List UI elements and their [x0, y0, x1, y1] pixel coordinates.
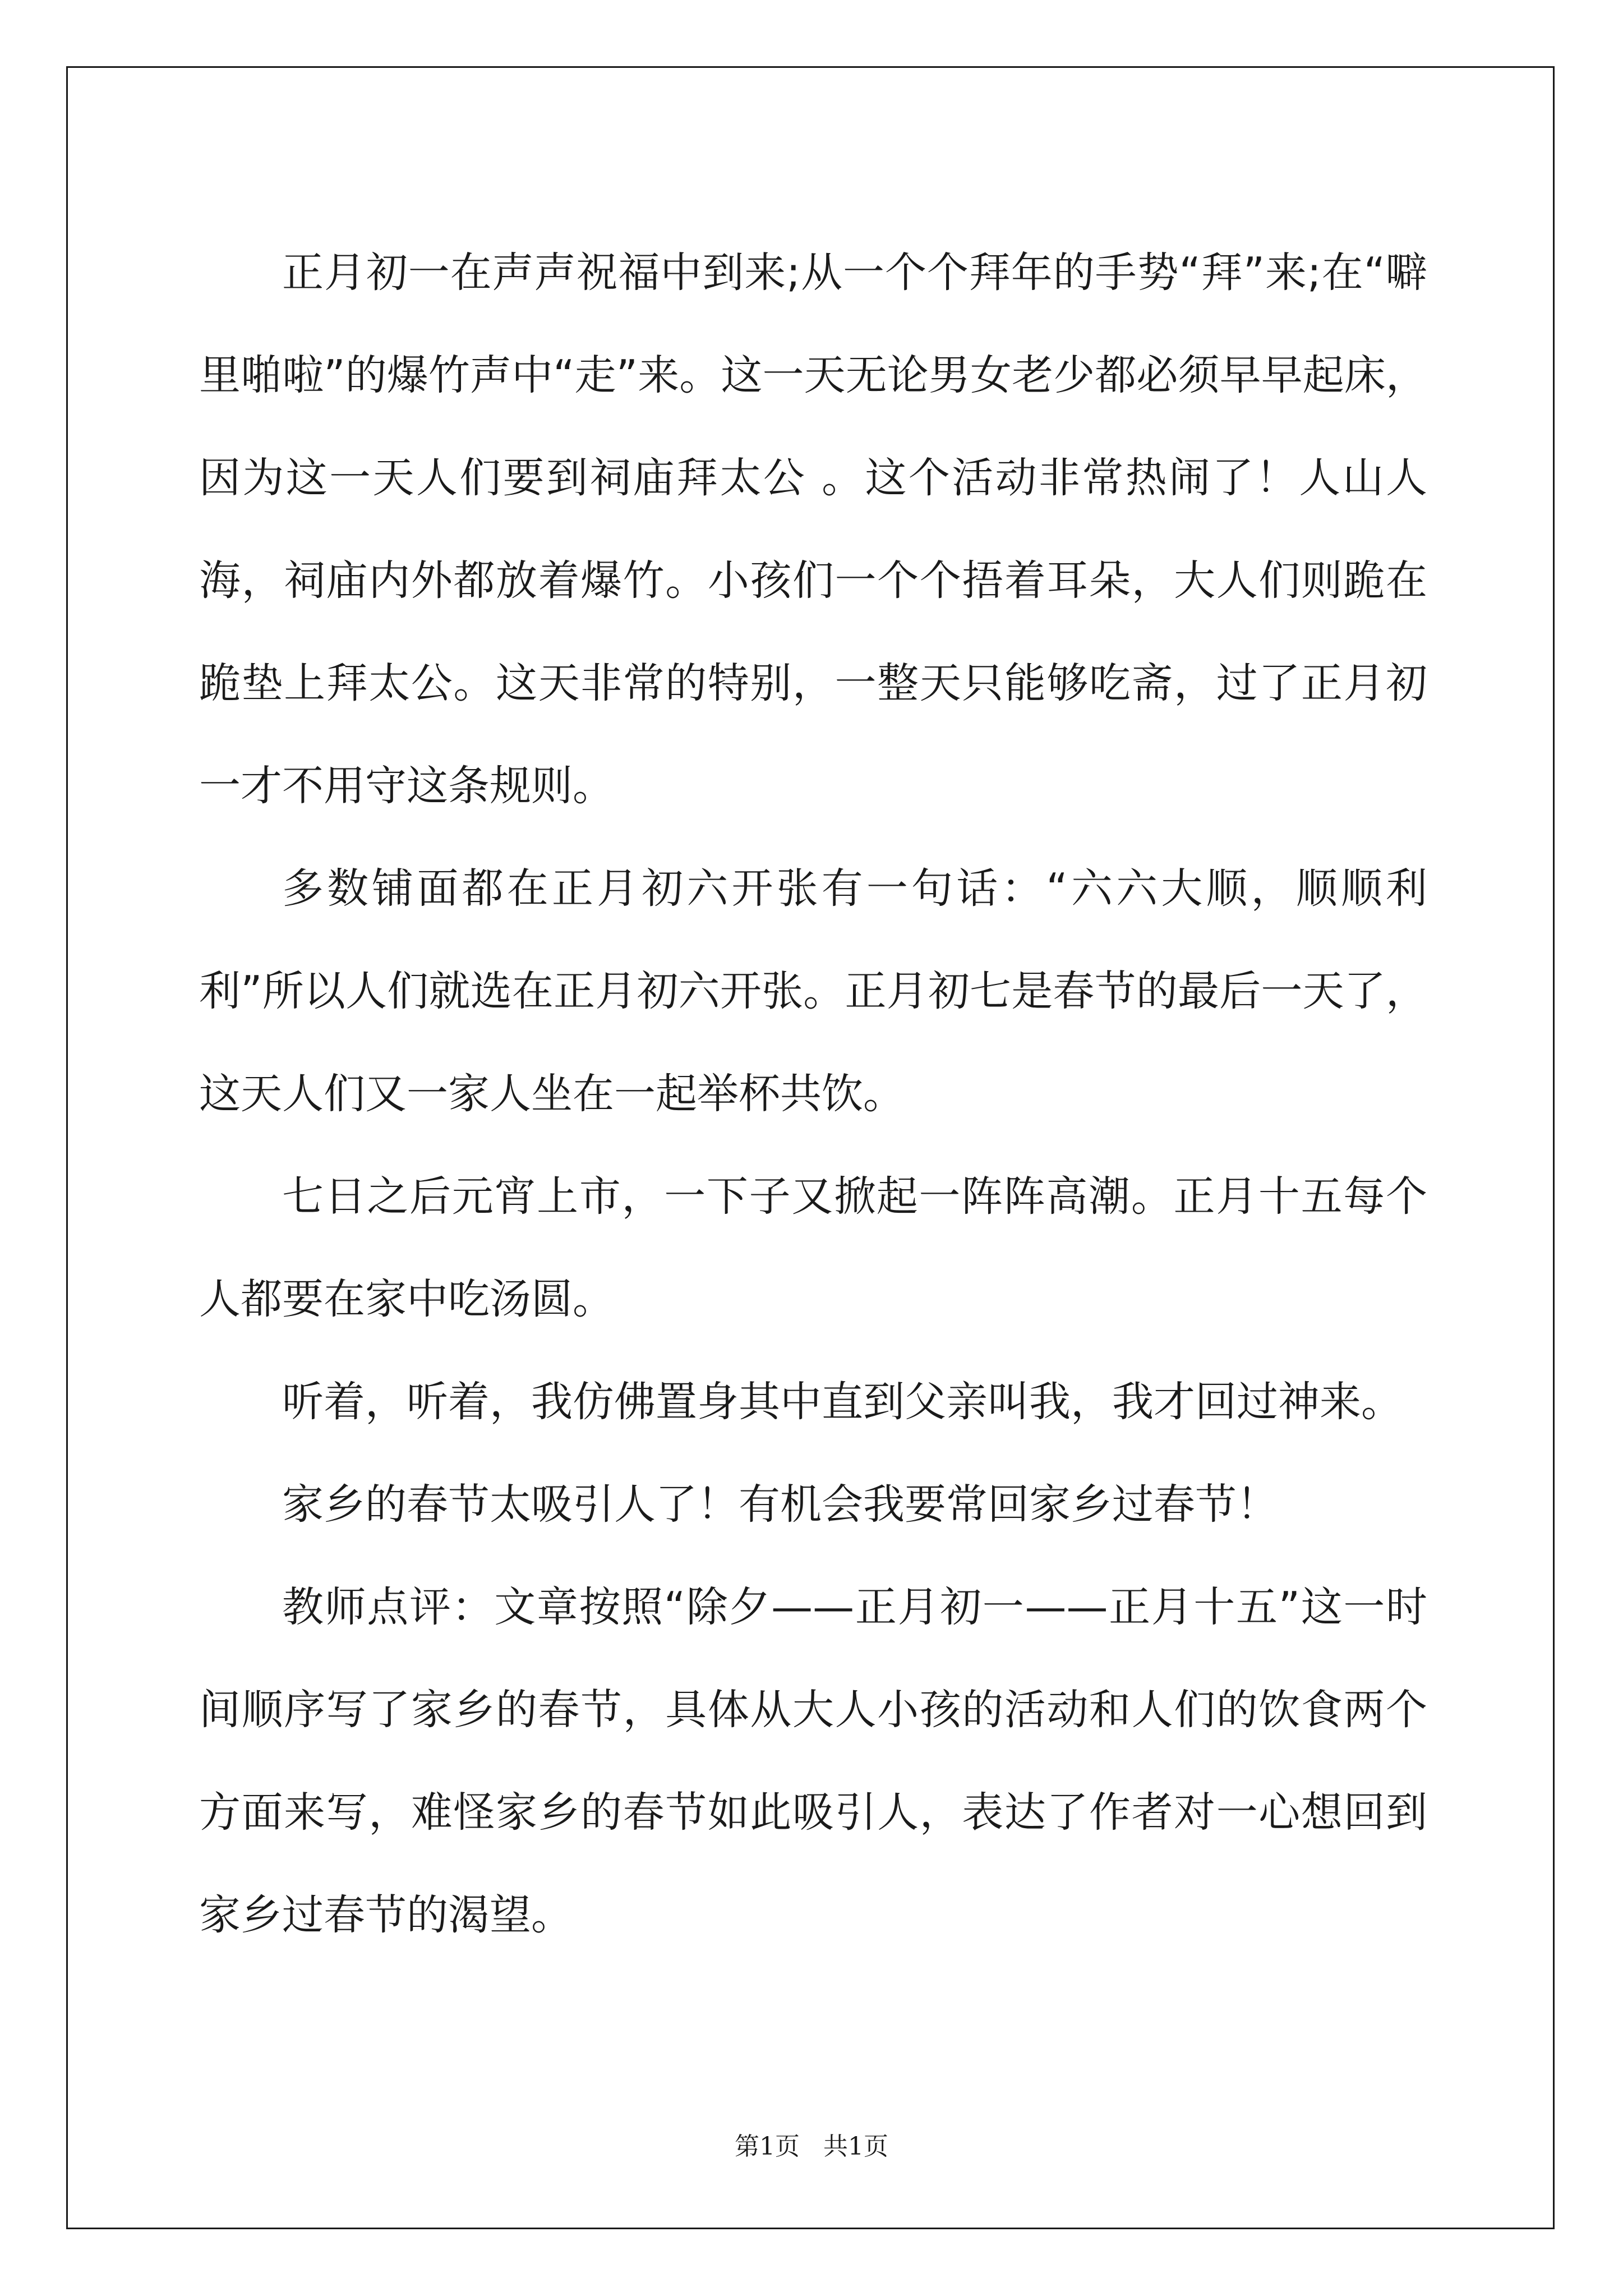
paragraph-4: 听着，听着，我仿佛置身其中直到父亲叫我，我才回过神来。 [282, 1378, 1403, 1426]
paragraph-2: 多数铺面都在正月初六开张有一句话：“六六大顺，顺顺利利”所以人们就选在正月初六开张。正月初七是春节的最后一天了，这天人们又一家人坐在一起举杯共饮。 [199, 864, 1427, 1118]
paragraph-5: 家乡的春节太吸引人了！有机会我要常回家乡过春节！ [282, 1480, 1278, 1529]
teacher-comment: 教师点评：文章按照“除夕——正月初一——正月十五”这一时间顺序写了家乡的春节，具体从大人小孩的活动和人们的饮食两个方面来写，难怪家乡的春节如此吸引人，表达了作者对一心想回到家乡过春节的渴望。 [199, 1583, 1427, 1939]
page-footer [0, 2126, 1623, 2162]
document-body [199, 222, 1427, 1967]
page-number: 第1页 [735, 2132, 800, 2161]
page-total: 共1页 [823, 2132, 888, 2161]
paragraph-3: 七日之后元宵上市，一下子又掀起一阵阵高潮。正月十五每个人都要在家中吃汤圆。 [199, 1172, 1427, 1323]
paragraph-1: 正月初一在声声祝福中到来;从一个个拜年的手势“拜”来;在“噼里啪啦”的爆竹声中“走”来。这一天无论男女老少都必须早早起床，因为这一天人们要到祠庙拜太公 。这个活动非常热闹了！人山人海，祠庙内外都放着爆竹。小孩们一个个捂着耳朵，大人们则跪在跪垫上拜太公。这天非常的特别，一整天只能够吃斋，过了正月初一才不用守这条规则。 [199, 249, 1427, 810]
